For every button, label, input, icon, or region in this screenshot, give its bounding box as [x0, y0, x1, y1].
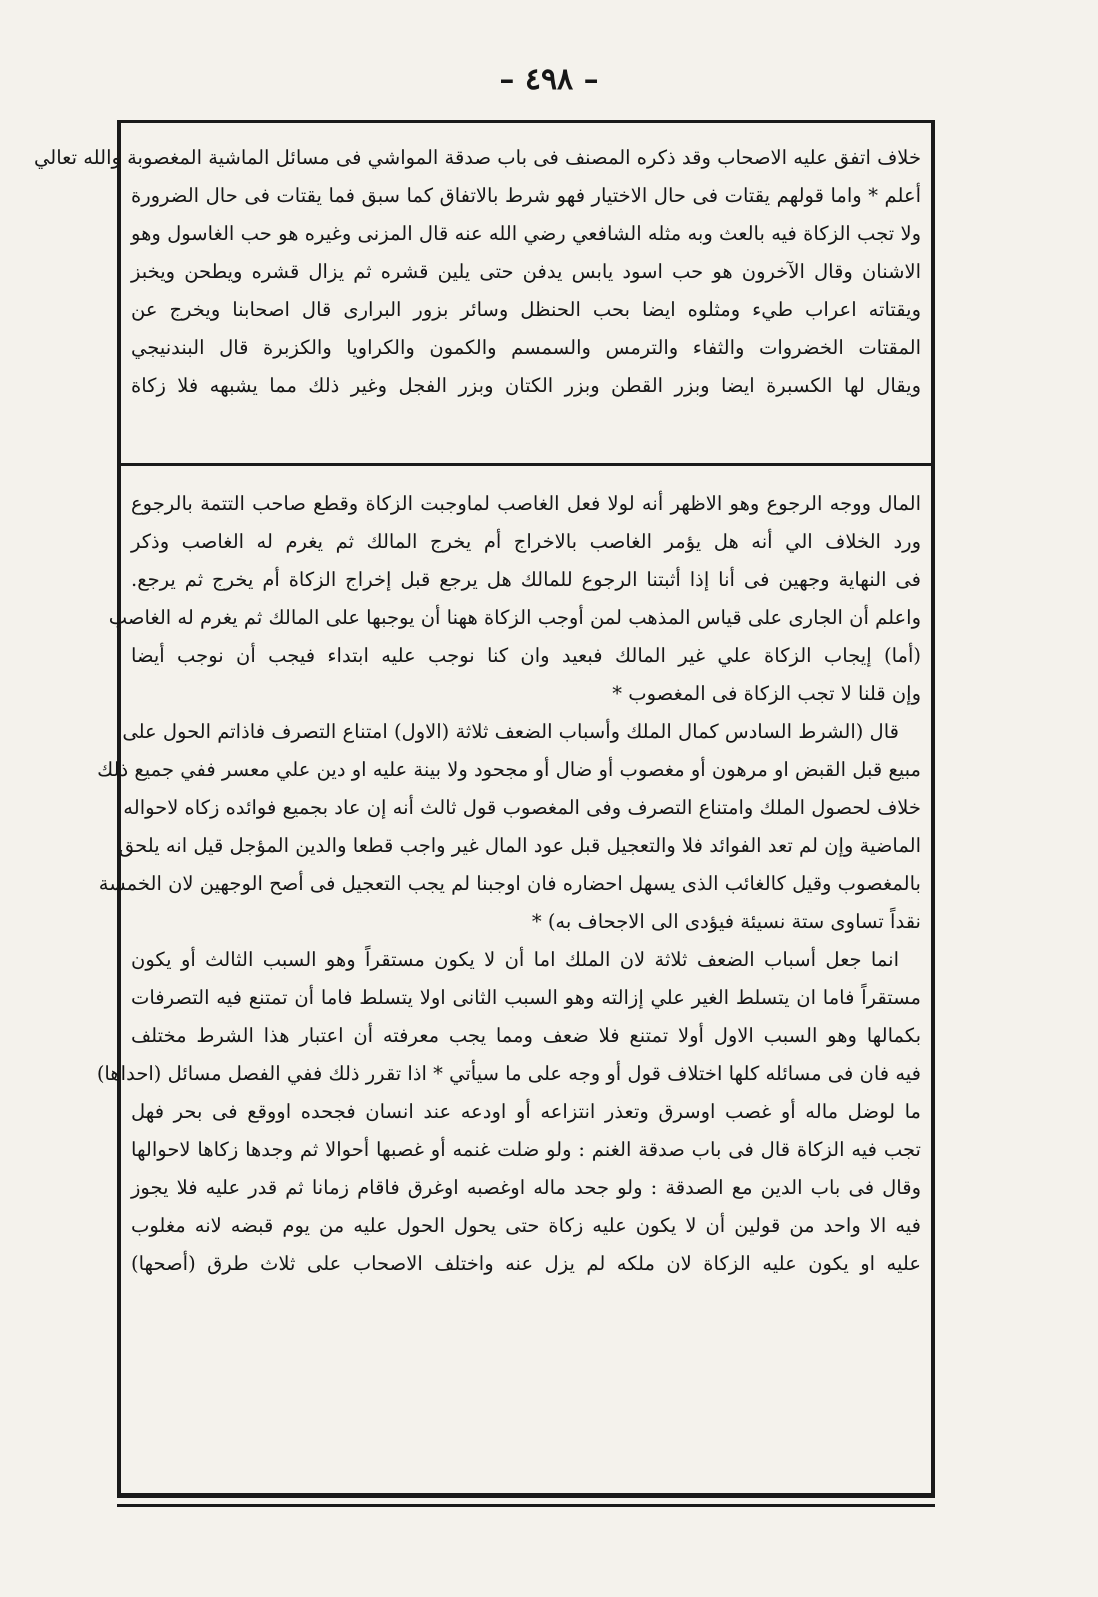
- bottom-line-2: ورد الخلاف الي أنه هل يؤمر الغاصب بالاخراج أم يخرج المالك ثم يغرم له الغاصب وذكر: [131, 530, 921, 553]
- page-number: – ٤٩٨ –: [499, 62, 599, 97]
- bottom-line-4: واعلم أن الجارى على قياس المذهب لمن أوجب الزكاة ههنا أن يوجبها على المالك ثم يغرم له الغاصب: [108, 606, 921, 629]
- page-frame: [34, 120, 935, 1498]
- top-line-2: أعلم * واما قولهم يقتات فى حال الاختيار فهو شرط بالاتفاق كما سبق فما يقتات فى حال الضرورة: [131, 184, 921, 207]
- bottom-line-1: المال ووجه الرجوع وهو الاظهر أنه لولا فعل الغاصب لماوجبت الزكاة وقطع صاحب التتمة بالرجوع: [131, 492, 921, 515]
- bottom-line-12: نقداً تساوى ستة نسيئة فيؤدى الى الاجحاف به) *: [531, 910, 921, 933]
- bottom-line-11: بالمغصوب وقيل كالغائب الذى يسهل احضاره فان اوجبنا لم يجب التعجيل فى أصح الوجهين لان الخمسة: [98, 872, 921, 895]
- top-text-block: [34, 139, 921, 405]
- bottom-line-6: وإن قلنا لا تجب الزكاة فى المغصوب *: [612, 682, 921, 705]
- top-line-3: ولا تجب الزكاة فيه بالعث وبه مثله الشافعي رضي الله عنه قال المزنى وغيره هو حب الغاسول وهو: [131, 222, 921, 245]
- top-line-1: خلاف اتفق عليه الاصحاب وقد ذكره المصنف فى باب صدقة المواشي فى مسائل الماشية المغصوبة والله تعالي: [34, 146, 921, 169]
- frame-bottom-rule: [117, 1504, 935, 1507]
- bottom-line-9: خلاف لحصول الملك وامتناع التصرف وفى المغصوب قول ثالث أنه إن عاد بجميع فوائده زكاه لاحواله: [123, 796, 921, 819]
- bottom-line-21: عليه او يكون عليه الزكاة لان ملكه لم يزل عنه واختلف الاصحاب على ثلاث طرق (أصحها): [131, 1252, 921, 1275]
- bottom-line-19: وقال فى باب الدين مع الصدقة : ولو جحد ماله اوغصبه اوغرق فاقام زمانا ثم قدر عليه فلا يجوز: [131, 1176, 921, 1199]
- bottom-text-block: [96, 485, 921, 1283]
- bottom-line-16: فيه فان فى مسائله كلها اختلاف قول أو وجه على ما سيأتي * اذا تقرر ذلك ففي الفصل مسائل (احداها): [96, 1062, 921, 1085]
- bottom-line-5: (أما) إيجاب الزكاة علي غير المالك فبعيد وان كنا نوجب عليه ابتداء فيجب أن نوجب أيضا: [131, 644, 921, 667]
- bottom-line-18: تجب فيه الزكاة قال فى باب صدقة الغنم : ولو ضلت غنمه أو غصبها أحوالا ثم وجدها زكاها لاحوالها: [131, 1138, 921, 1161]
- bottom-line-13: انما جعل أسباب الضعف ثلاثة لان الملك اما أن لا يكون مستقراً وهو السبب الثالث أو يكون: [131, 948, 899, 971]
- bottom-line-3: فى النهاية وجهين فى أنا إذا أثبتنا الرجوع للمالك هل يرجع قبل إخراج الزكاة أم يخرج ثم يرجع.: [131, 568, 921, 591]
- top-line-6: المقتات الخضروات والثفاء والترمس والسمسم والكمون والكراويا والكزبرة قال البندنيجي: [131, 336, 921, 359]
- top-line-4: الاشنان وقال الآخرون هو حب اسود يابس يدفن حتى يلين قشره ثم يزال قشره ويطحن ويخبز: [131, 260, 921, 283]
- bottom-line-7: قال (الشرط السادس كمال الملك وأسباب الضعف ثلاثة (الاول) امتناع التصرف فاذاتم الحول على: [122, 720, 899, 743]
- bottom-line-20: فيه الا واحد من قولين أن لا يكون عليه زكاة حتى يحول الحول عليه من يوم قبضه لانه مغلوب: [131, 1214, 921, 1237]
- bottom-line-14: مستقراً فاما ان يتسلط الغير علي إزالته وهو السبب الثانى اولا يتسلط فاما أن تمتنع فيه التصرفات: [131, 986, 921, 1009]
- bottom-line-15: بكمالها وهو السبب الاول أولا تمتنع فلا ضعف ومما يجب معرفته أن اعتبار هذا الشرط مختلف: [131, 1024, 921, 1047]
- top-line-5: ويقتاته اعراب طيء ومثلوه ايضا بحب الحنظل وسائر بزور البرارى قال اصحابنا ويخرج عن: [131, 298, 921, 321]
- top-line-7: ويقال لها الكسبرة ايضا وبزر القطن وبزر الكتان وبزر الفجل وغير ذلك مما يشبهه فلا زكاة: [131, 374, 921, 397]
- section-divider: [121, 463, 931, 466]
- bottom-line-8: مبيع قبل القبض او مرهون أو مغصوب أو ضال أو مجحود ولا بينة عليه او دين علي معسر ففي جميع ذلك: [97, 758, 921, 781]
- bottom-line-10: الماضية وإن لم تعد الفوائد فلا والتعجيل قبل عود المال غير واجب قطعا والدين المؤجل قيل انه يلحق: [118, 834, 921, 857]
- bottom-line-17: ما لوضل ماله أو غصب اوسرق وتعذر انتزاعه أو اودعه عند انسان فجحده اووقع فى بحر فهل: [131, 1100, 921, 1123]
